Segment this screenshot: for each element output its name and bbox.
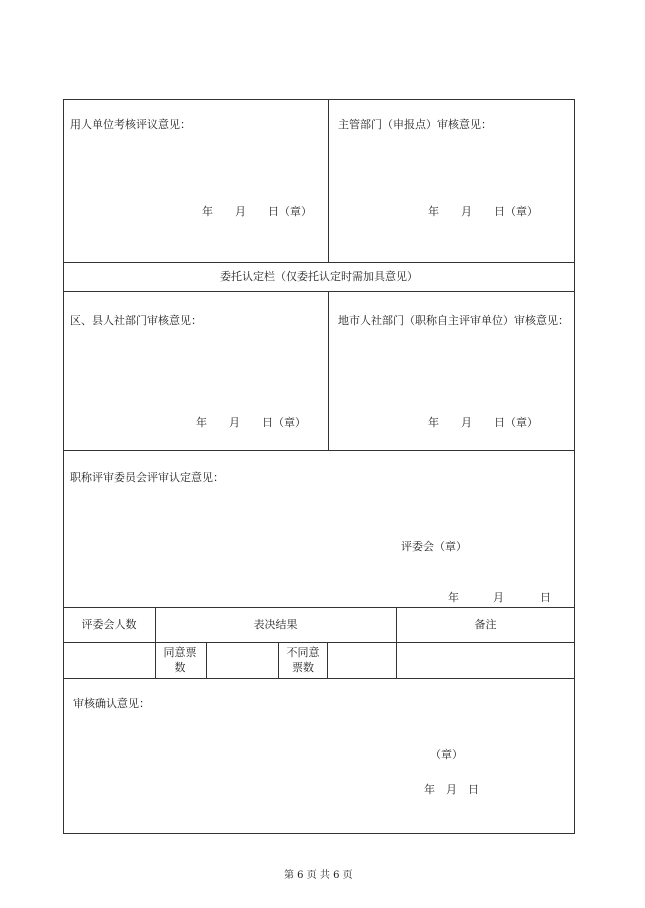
vote-header-rule <box>63 642 575 643</box>
committee-date-month: 月 <box>493 591 504 604</box>
county-review-date: 年 月 日（章） <box>196 416 306 429</box>
employer-review-label: 用人单位考核评议意见： <box>70 118 191 131</box>
agree-votes-value[interactable] <box>211 655 273 673</box>
remarks-header: 备注 <box>474 618 497 631</box>
committee-date-day: 日 <box>540 591 551 604</box>
authority-review-date: 年 月 日（章） <box>428 205 538 218</box>
city-review-label: 地市人社部门（职称自主评审单位）审核意见： <box>338 314 569 327</box>
disagree-votes-value[interactable] <box>332 655 392 673</box>
vote-col-4 <box>327 642 328 678</box>
agree-votes-label: 同意票数 <box>163 646 197 674</box>
section1-divider <box>328 99 329 262</box>
entrust-bottom-rule <box>63 450 575 451</box>
review-confirm-seal: （章） <box>430 748 463 761</box>
entrust-header: 委托认定栏（仅委托认定时需加具意见） <box>220 270 418 283</box>
county-review-label: 区、县人社部门审核意见： <box>70 314 202 327</box>
committee-opinion-label: 职称评审委员会评审认定意见： <box>70 471 224 484</box>
committee-bottom-rule <box>63 607 575 608</box>
page-number: 第 6 页 共 6 页 <box>284 870 353 881</box>
result-header: 表决结果 <box>253 618 298 631</box>
authority-review-label: 主管部门（申报点）审核意见： <box>338 118 492 131</box>
entrust-divider <box>328 291 329 450</box>
vote-bottom-rule <box>63 678 575 679</box>
members-header: 评委会人数 <box>81 618 137 631</box>
review-confirm-date: 年 月 日 <box>424 783 479 796</box>
entrust-header-rule <box>63 291 575 292</box>
committee-seal: 评委会（章） <box>401 540 467 553</box>
disagree-votes-label: 不同意票数 <box>286 646 320 674</box>
review-confirm-label: 审核确认意见： <box>73 697 150 710</box>
members-value[interactable] <box>68 655 150 673</box>
remarks-value[interactable] <box>401 655 569 673</box>
employer-review-date: 年 月 日（章） <box>202 205 312 218</box>
vote-col-3 <box>278 642 279 678</box>
section1-bottom-rule <box>63 262 575 263</box>
city-review-date: 年 月 日（章） <box>428 416 538 429</box>
vote-col-2 <box>206 642 207 678</box>
committee-date-year: 年 <box>448 591 459 604</box>
